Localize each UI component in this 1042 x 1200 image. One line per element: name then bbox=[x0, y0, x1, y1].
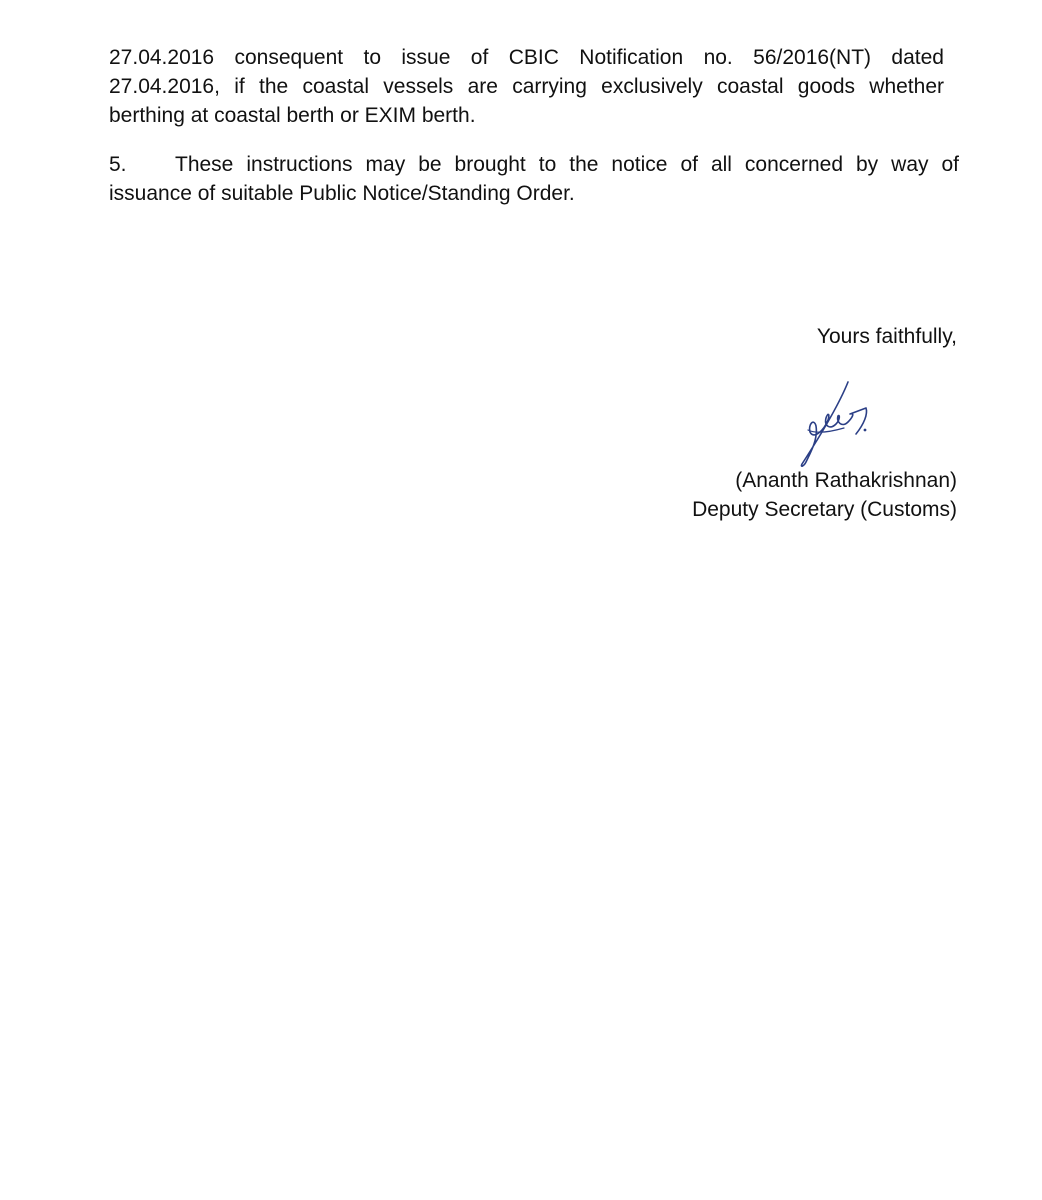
paragraph-line: berthing at coastal berth or EXIM berth. bbox=[109, 104, 476, 127]
closing-salutation: Yours faithfully, bbox=[816, 325, 957, 348]
paragraph-line: 27.04.2016, if the coastal vessels are carrying exclusively coastal goods whether bbox=[109, 75, 944, 98]
paragraph-5-first-line bbox=[109, 150, 959, 179]
paragraph-number: 5. bbox=[109, 153, 127, 176]
paragraph-line: 27.04.2016 consequent to issue of CBIC Notification no. 56/2016(NT) dated bbox=[109, 46, 944, 69]
paragraph-5-line1: These instructions may be brought to the notice of all concerned by way of bbox=[175, 153, 959, 176]
signatory-name: (Ananth Rathakrishnan) bbox=[735, 469, 957, 492]
signatory-designation: Deputy Secretary (Customs) bbox=[692, 498, 957, 521]
paragraph-5-line2: issuance of suitable Public Notice/Standing Order. bbox=[109, 182, 575, 205]
paragraph-5 bbox=[109, 150, 959, 208]
signature-icon bbox=[790, 378, 880, 470]
paragraph-continuation bbox=[109, 43, 944, 130]
